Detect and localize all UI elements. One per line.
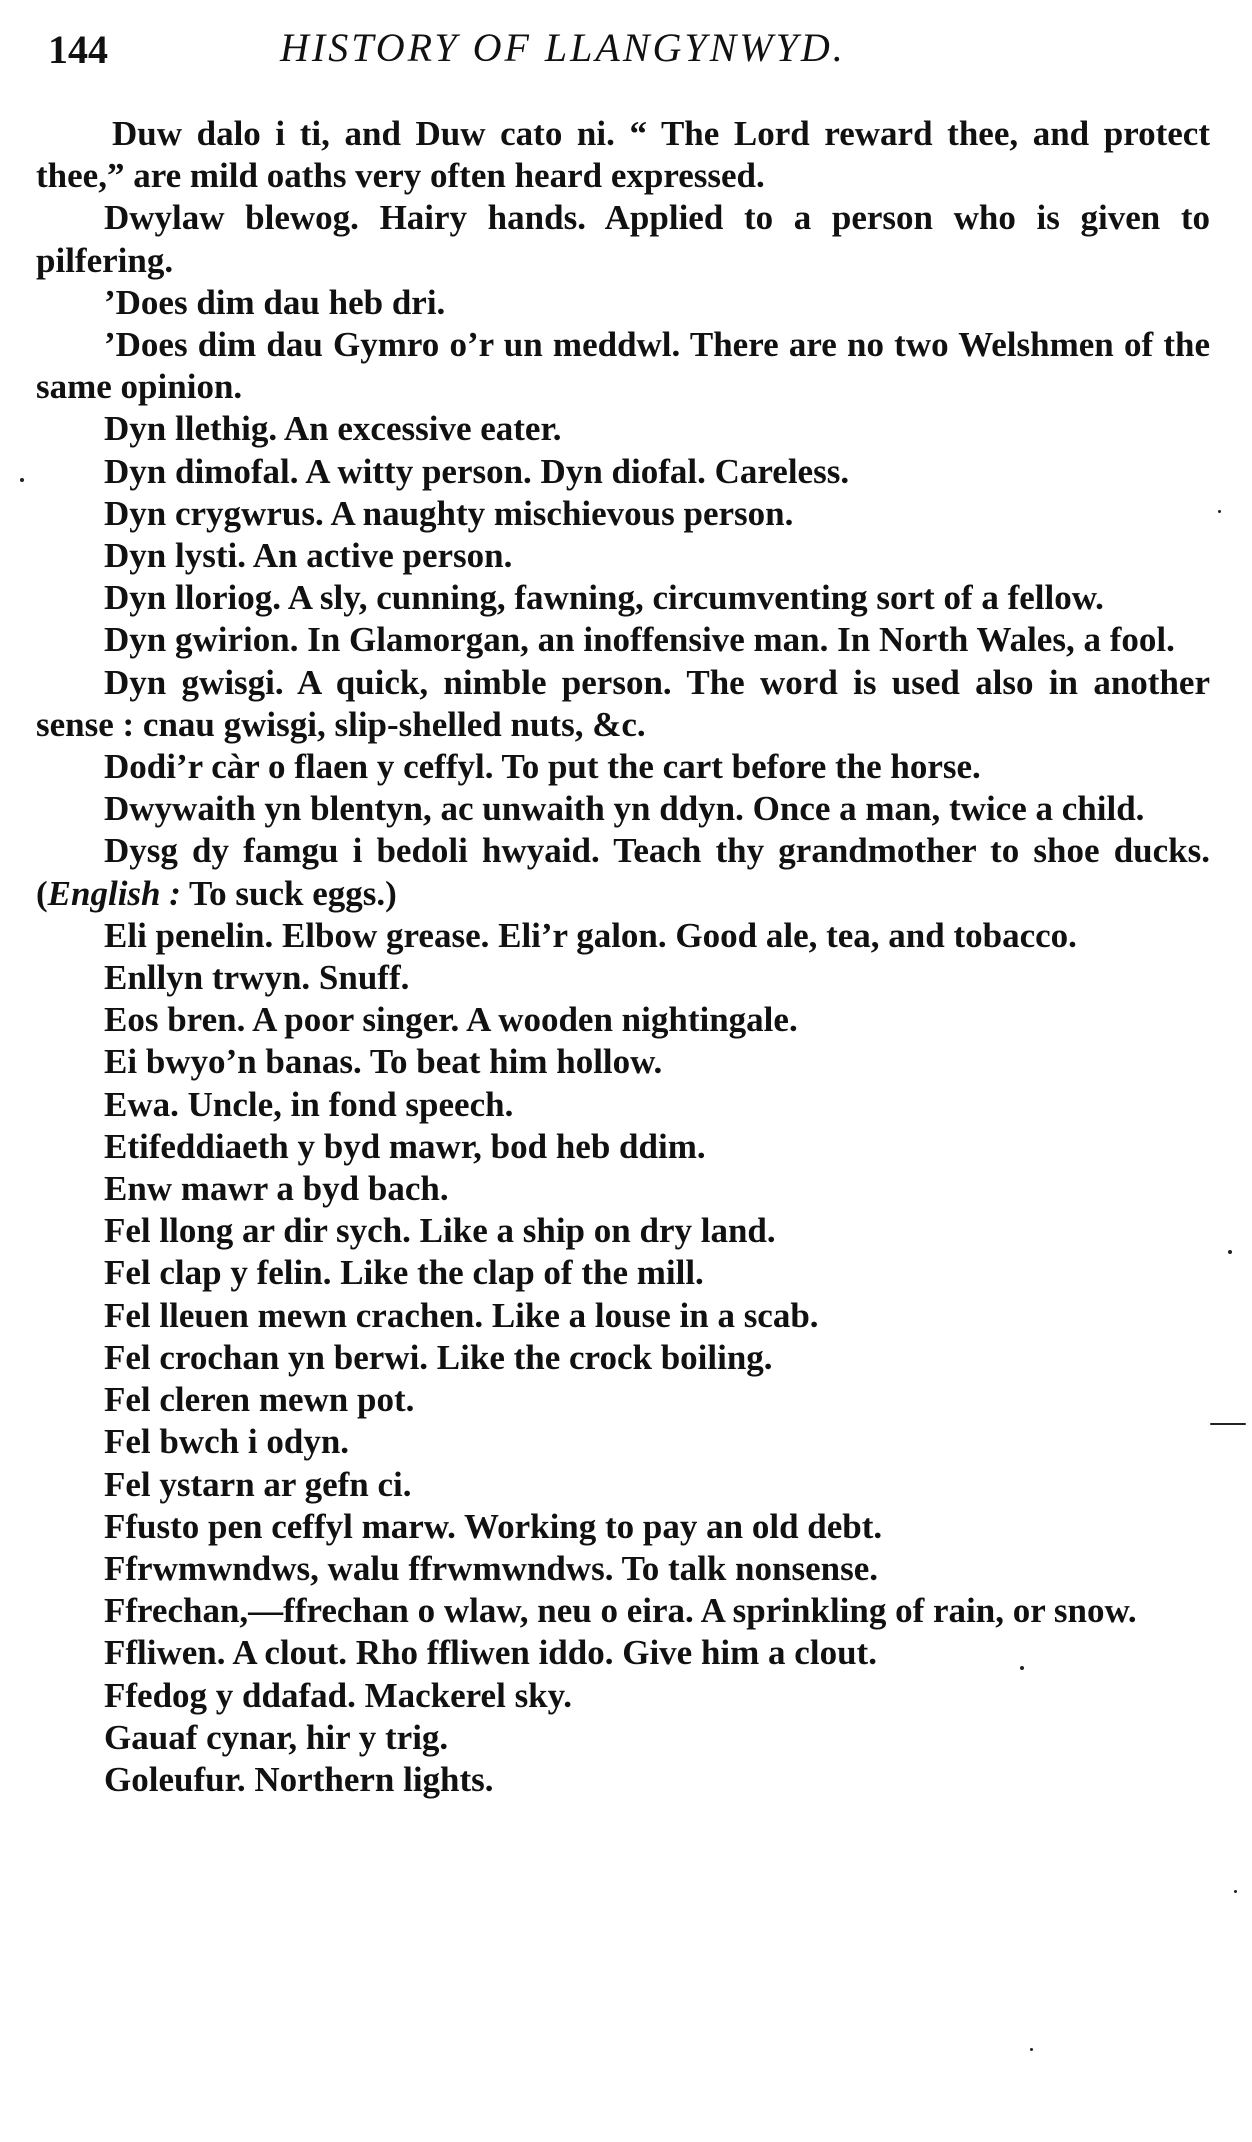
proverb-entry: Dyn lloriog. A sly, cunning, fawning, circumventing sort of a fellow.	[104, 578, 1104, 618]
proverb-entry: Fel clap y felin. Like the clap of the mill.	[104, 1253, 704, 1293]
proverb-entry: Etifeddiaeth y byd mawr, bod heb ddim.	[104, 1126, 706, 1166]
proverb-entry: Dyn gwisgi. A quick, nimble person. The word is used also in another sense : cnau gwisgi, slip-shelled nuts, &c.	[36, 662, 1210, 744]
proverb-entry: Ffusto pen ceffyl marw. Working to pay an old debt.	[104, 1506, 883, 1546]
scan-speck	[20, 478, 24, 482]
proverb-entry: Ffrwmwndws, walu ffrwmwndws. To talk nonsense.	[104, 1548, 878, 1588]
proverb-entry: Fel cleren mewn pot.	[104, 1380, 415, 1420]
proverb-entry: Eos bren. A poor singer. A wooden nightingale.	[104, 1000, 798, 1040]
entry-text-after: To suck eggs.)	[180, 873, 397, 913]
proverb-list	[36, 113, 1210, 1801]
proverb-entry: Fel lleuen mewn crachen. Like a louse in a scab.	[104, 1295, 819, 1335]
proverb-entry: Dodi’r càr o flaen y ceffyl. To put the cart before the horse.	[104, 747, 981, 787]
proverb-entry: Goleufur. Northern lights.	[104, 1759, 494, 1799]
running-title: HISTORY OF LLANGYNWYD.	[280, 25, 846, 70]
proverb-entry: Dyn lysti. An active person.	[104, 536, 513, 576]
proverb-entry: Dyn crygwrus. A naughty mischievous person.	[104, 493, 794, 533]
scan-speck	[1234, 1890, 1237, 1893]
proverb-entry: Ei bwyo’n banas. To beat him hollow.	[104, 1042, 663, 1082]
proverb-entry: Ffliwen. A clout. Rho ffliwen iddo. Give him a clout.	[104, 1633, 877, 1673]
scan-speck	[1218, 510, 1221, 513]
proverb-entry	[36, 830, 1210, 914]
proverb-entry: Duw dalo i ti, and Duw cato ni. “ The Lord reward thee, and protect thee,” are mild oaths very often heard expressed.	[36, 114, 1210, 196]
scan-speck	[1210, 1423, 1246, 1425]
proverb-entry: Ffrechan,—ffrechan o wlaw, neu o eira. A sprinkling of rain, or snow.	[104, 1591, 1137, 1631]
proverb-entry: Dwylaw blewog. Hairy hands. Applied to a person who is given to pilfering.	[36, 198, 1210, 280]
entry-italic-label: English :	[47, 873, 181, 913]
proverb-entry: Dwywaith yn blentyn, ac unwaith yn ddyn. Once a man, twice a child.	[104, 789, 1145, 829]
proverb-entry: Dyn gwirion. In Glamorgan, an inoffensive man. In North Wales, a fool.	[104, 620, 1175, 660]
proverb-entry: Gauaf cynar, hir y trig.	[104, 1717, 449, 1757]
scan-speck	[1030, 2048, 1033, 2051]
page-number: 144	[48, 27, 108, 72]
proverb-entry: Fel llong ar dir sych. Like a ship on dry land.	[104, 1211, 776, 1251]
proverb-entry: Fel crochan yn berwi. Like the crock boiling.	[104, 1337, 773, 1377]
proverb-entry: Eli penelin. Elbow grease. Eli’r galon. Good ale, tea, and tobacco.	[104, 915, 1077, 955]
entry-text-before: Dysg dy famgu i bedoli hwyaid. Teach thy grandmother to shoe ducks. (	[36, 831, 1210, 913]
proverb-entry: ’Does dim dau heb dri.	[104, 282, 446, 322]
page-header	[40, 22, 1200, 78]
scan-speck	[1020, 1666, 1024, 1670]
proverb-entry: Ewa. Uncle, in fond speech.	[104, 1084, 514, 1124]
proverb-entry: Fel bwch i odyn.	[104, 1422, 350, 1462]
proverb-entry: Ffedog y ddafad. Mackerel sky.	[104, 1675, 572, 1715]
proverb-entry: Fel ystarn ar gefn ci.	[104, 1464, 412, 1504]
proverb-entry: Enw mawr a byd bach.	[104, 1169, 449, 1209]
scan-speck	[1228, 1250, 1232, 1254]
proverb-entry: Dyn dimofal. A witty person. Dyn diofal. Careless.	[104, 451, 850, 491]
proverb-entry: Dyn llethig. An excessive eater.	[104, 409, 562, 449]
proverb-entry: Enllyn trwyn. Snuff.	[104, 958, 410, 998]
proverb-entry: ’Does dim dau Gymro o’r un meddwl. There are no two Welshmen of the same opinion.	[36, 325, 1210, 407]
